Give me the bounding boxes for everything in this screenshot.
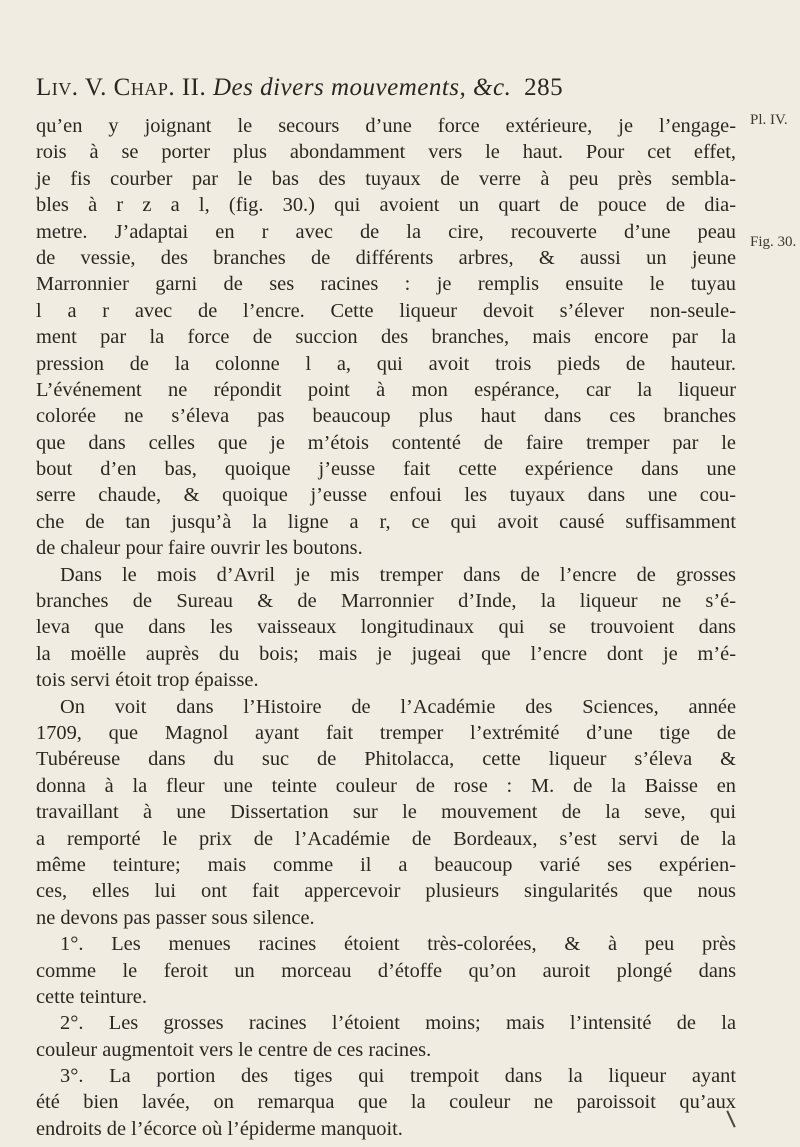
text-line: Marronnier garni de ses racines : je remplis ensuite le tuyau (36, 273, 736, 296)
text-line: travaillant à une Dissertation sur le mouvement de la seve, qui (36, 801, 736, 824)
text-line: la moëlle auprès du bois; mais je jugeai que l’encre dont je m’é- (36, 642, 736, 665)
text-line: pression de la colonne l a, qui avoit trois pieds de hauteur. (36, 352, 736, 375)
text-line: ne devons pas passer sous silence. (36, 906, 315, 929)
text-line: donna à la fleur une teinte couleur de rose : M. de la Baisse en (36, 774, 736, 797)
text-line: Dans le mois d’Avril je mis tremper dans de l’encre de grosses (60, 563, 736, 586)
page-number: 285 (524, 74, 564, 101)
text-line: branches de Sureau & de Marronnier d’Inde, la liqueur ne s’é- (36, 590, 736, 613)
text-line: l a r avec de l’encre. Cette liqueur devoit s’élever non-seule- (36, 299, 736, 322)
text-line: leva que dans les vaisseaux longitudinaux qui se trouvoient dans (36, 616, 736, 639)
text-line: On voit dans l’Histoire de l’Académie des Sciences, année (60, 695, 736, 718)
text-line: même teinture; mais comme il a beaucoup varié ses expérien- (36, 853, 736, 876)
text-line: comme le feroit un morceau d’étoffe qu’on auroit plongé dans (36, 959, 736, 982)
text-line: cette teinture. (36, 985, 147, 1008)
text-line: 1°. Les menues racines étoient très-colorées, & à peu près (60, 933, 736, 956)
header-title: Des divers mouvements, &c. (212, 74, 512, 101)
text-line: tois servi étoit trop épaisse. (36, 669, 259, 692)
text-line: été bien lavée, on remarqua que la couleur ne paroissoit qu’aux (36, 1091, 736, 1114)
margin-note-plate: Pl. IV. (750, 112, 788, 128)
text-line: je fis courber par le bas des tuyaux de verre à peu près sembla- (36, 167, 736, 190)
text-line: 2°. Les grosses racines l’étoient moins; mais l’intensité de la (60, 1012, 736, 1035)
text-line: couleur augmentoit vers le centre de ces racines. (36, 1038, 432, 1061)
text-line: Tubéreuse dans du suc de Phitolacca, cette liqueur s’éleva & (36, 748, 736, 771)
text-line: metre. J’adaptai en r avec de la cire, recouverte d’une peau (36, 220, 736, 243)
text-line: bles à r z a l, (fig. 30.) qui avoient un quart de pouce de dia- (36, 194, 736, 217)
text-line: ment par la force de succion des branches, mais encore par la (36, 326, 736, 349)
text-line: 1709, que Magnol ayant fait tremper l’extrémité d’une tige de (36, 721, 736, 744)
header-chapter: Liv. V. Chap. II. (36, 74, 207, 101)
text-line: qu’en y joignant le secours d’une force extérieure, je l’engage- (36, 115, 736, 137)
running-header (36, 74, 626, 102)
text-line: colorée ne s’éleva pas beaucoup plus haut dans ces branches (36, 405, 736, 428)
text-line: que dans celles que je m’étois contenté de faire tremper par le (36, 431, 736, 454)
body-text (36, 113, 736, 1142)
margin-note-figure: Fig. 30. (750, 234, 797, 250)
text-line: ces, elles lui ont fait appercevoir plusieurs singularités que nous (36, 880, 736, 903)
text-line: serre chaude, & quoique j’eusse enfoui les tuyaux dans une cou- (36, 484, 736, 507)
text-line: de vessie, des branches de différents arbres, & aussi un jeune (36, 246, 736, 269)
text-line: a remporté le prix de l’Académie de Bordeaux, s’est servi de la (36, 827, 736, 850)
text-line: che de tan jusqu’à la ligne a r, ce qui avoit causé suffisamment (36, 510, 736, 533)
text-line: bout d’en bas, quoique j’eusse fait cette expérience dans une (36, 458, 736, 481)
text-line: de chaleur pour faire ouvrir les boutons. (36, 537, 363, 560)
text-line: 3°. La portion des tiges qui trempoit dans la liqueur ayant (60, 1065, 736, 1088)
text-line: endroits de l’écorce où l’épiderme manquoit. (36, 1117, 403, 1140)
text-line: L’événement ne répondit point à mon espérance, car la liqueur (36, 378, 736, 401)
text-line: rois à se porter plus abondamment vers le haut. Pour cet effet, (36, 141, 736, 164)
